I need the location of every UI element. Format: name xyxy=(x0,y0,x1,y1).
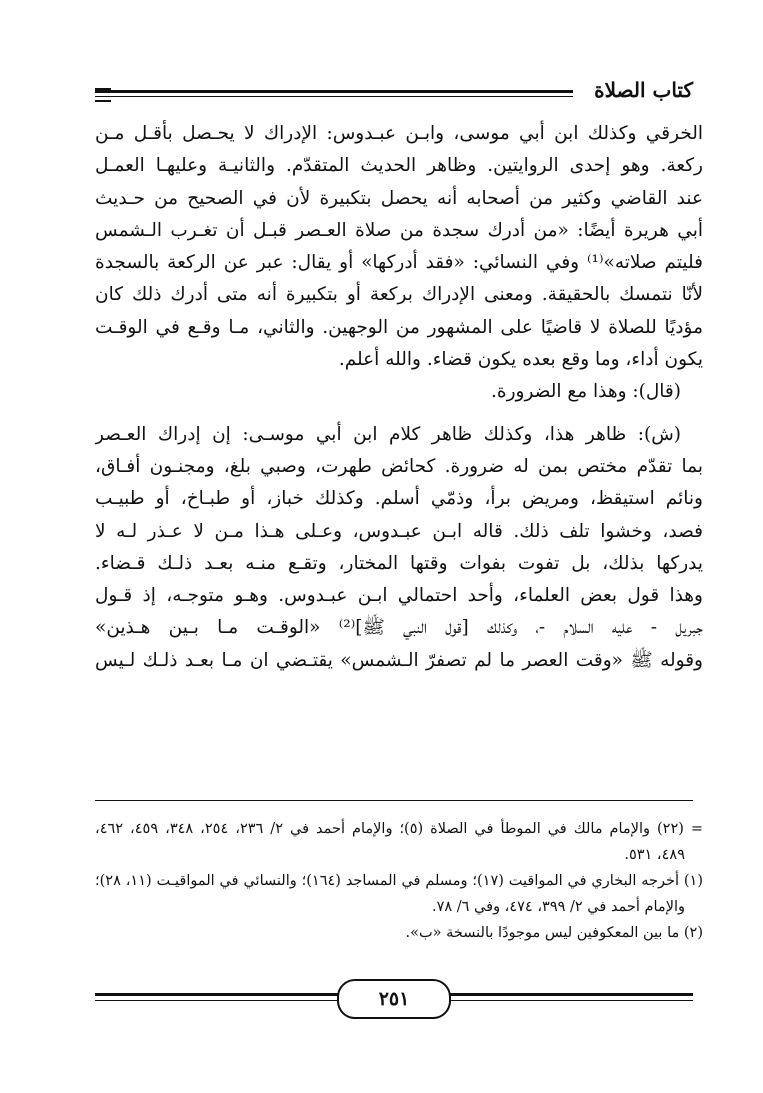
footnotes xyxy=(95,816,703,946)
running-header xyxy=(95,78,693,106)
quoted-statement: (قال): وهذا مع الضرورة. xyxy=(491,381,681,403)
body-text xyxy=(95,118,703,677)
header-end-mark xyxy=(95,88,111,102)
body-line: ركعة. وهو إحدى الروايتين. وظاهر الحديث المتقدّم. والثانيـة وعليهـا العمـل xyxy=(95,155,703,177)
body-line: الخرقي وكذلك ابن أبي موسى، وابـن عبـدوس: الإدراك لا يحـصل بأقـل مـن xyxy=(95,123,703,144)
header-rule-thick xyxy=(95,90,573,93)
body-line: وقوله ﷺ «وقت العصر ما لم تصفرّ الـشمس» يقتـضي ان مـا بعـد ذلـك لـيس xyxy=(95,649,703,671)
header-rule-thin xyxy=(95,96,573,97)
footnote: = (٢٢) والإمام مالك في الموطأ في الصلاة (٥)؛ والإمام أحمد في ٢/ ٢٣٦، ٢٥٤، ٣٤٨، ٤٥٩، ٤٦٢، xyxy=(95,821,703,837)
body-line: فصد، وخشوا تلف ذلك. قاله ابـن عبـدوس، وعـلى هـذا مـن لا عـذر لـه لا xyxy=(95,520,703,542)
body-line: بما تقدّم مختص بمن له ضرورة. كحائض طهرت، وصبي بلغ، ومجنـون أفـاق، xyxy=(95,455,703,477)
page-number: ٢٥١ xyxy=(337,979,451,1019)
body-line: ونائم استيقظ، ومريض برأ، وذمّي أسلم. وكذلك خباز، أو طبـاخ، أو طبيـب xyxy=(95,488,703,510)
footnote-continuation: ٤٨٩، ٥٣١. xyxy=(624,847,685,863)
body-line: أبي هريرة أيضًا: «من أدرك سجدة من صلاة العـصر قبـل أن تغـرب الـشمس xyxy=(95,219,703,241)
body-line: وهذا قول بعض العلماء، وأحد احتمالي ابـن عبـدوس. وهـو متوجـه، إذ قـول xyxy=(95,585,703,607)
body-line: عند القاضي وكثير من أصحابه أنه يحصل بتكبيرة لأن في الصحيح من حـديث xyxy=(95,187,703,209)
header-title: كتاب الصلاة xyxy=(586,78,693,102)
footnote: (٢) ما بين المعكوفين ليس موجودًا بالنسخة «ب». xyxy=(405,925,703,941)
footnote: (١) أخرجه البخاري في المواقيت (١٧)؛ ومسلم في المساجد (١٦٤)؛ والنسائي في المواقيـت (١١، ٢٨)؛ xyxy=(95,873,703,889)
body-line: مؤديًا للصلاة لا قاضيًا على المشهور من الوجهين. والثاني، مـا وقـع في الوقـت xyxy=(95,316,703,338)
body-line: لأنّا نتمسك بالحقيقة. ومعنى الإدراك بركعة أو بتكبيرة أنه متى أدرك ذلك كان xyxy=(95,284,703,306)
body-line: يدركها بذلك، بل تفوت بفوات وقتها المختار، وتقـع منـه بعـد ذلـك قـضاء. xyxy=(95,552,703,574)
page-number-ornament xyxy=(95,975,693,1019)
body-line: يكون أداء، وما وقع بعده يكون قضاء. والله أعلم. xyxy=(338,349,703,371)
footnote-continuation: والإمام أحمد في ٢/ ٣٩٩، ٤٧٤، وفي ٦/ ٧٨. xyxy=(431,899,685,915)
body-line: فليتم صلاته»⁽¹⁾ وفي النسائي: «فقد أدركها» أو يقال: عبر عن الركعة بالسجدة xyxy=(95,252,703,274)
body-line: جبريل - عليه السلام -، وكذلك [قول النبي ﷺ]⁽²⁾ «الوقـت مـا بـين هـذين» xyxy=(95,617,703,639)
footnote-separator xyxy=(95,800,693,801)
commentary-line: (ش): ظاهر هذا، وكذلك ظاهر كلام ابن أبي موسـى: إن إدراك العـصر xyxy=(95,423,681,445)
